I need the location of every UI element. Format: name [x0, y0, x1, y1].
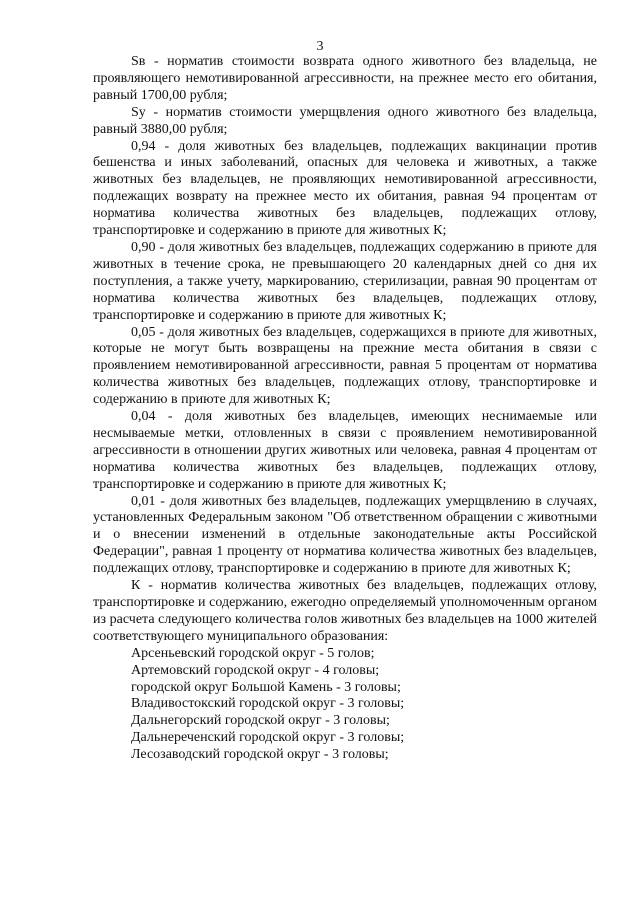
paragraph-k-norm: К - норматив количества животных без владельцев, подлежащих отлову, транспортировке и содержанию, ежегодно определяемый уполномоченным органом из расчета следующего количества голов животных без владельцев на 1000 жителей соответствующего муниципального образования:	[93, 578, 597, 644]
paragraph-share-001: 0,01 - доля животных без владельцев, подлежащих умерщвлению в случаях, установленных Федеральным законом "Об ответственном обращении с животными и о внесении изменений в отдельные законодательные акты Российской Федерации", равная 1 проценту от норматива количества животных без владельцев, подлежащих отлову, транспортировке и содержанию в приюте для животных К;	[93, 493, 597, 577]
district-list	[93, 646, 597, 764]
district-item: Арсеньевский городской округ - 5 голов;	[131, 645, 375, 661]
district-item: Владивостокский городской округ - 3 головы;	[131, 696, 405, 712]
paragraph-su-norm: Sу - норматив стоимости умерщвления одного животного без владельца, равный 3880,00 рубля;	[93, 104, 597, 137]
paragraph-share-004: 0,04 - доля животных без владельцев, имеющих неснимаемые или несмываемые метки, отловленных в связи с проявлением немотивированной агрессивности в отношении других животных или человека, равная 4 процентам от норматива количества животных без владельцев, подлежащих отлову, транспортировке и содержанию в приюте для животных К;	[93, 409, 597, 492]
page-number: 3	[316, 39, 324, 54]
district-item: Лесозаводский городской округ - 3 головы;	[131, 747, 389, 763]
paragraph-share-090: 0,90 - доля животных без владельцев, подлежащих содержанию в приюте для животных в течение срока, не превышающего 20 календарных дней со дня их поступления, а также учету, маркированию, стерилизации, равная 90 процентам от норматива количества животных без владельцев, подлежащих отлову, транспортировке и содержанию в приюте для животных К;	[93, 239, 597, 323]
paragraph-share-005: 0,05 - доля животных без владельцев, содержащихся в приюте для животных, которые не могут быть возвращены на прежние места обитания в связи с проявлением немотивированной агрессивности, равная 5 процентам от норматива количества животных без владельцев, подлежащих отлову, транспортировке и содержанию в приюте для животных К;	[93, 324, 597, 408]
district-item: Артемовский городской округ - 4 головы;	[131, 662, 380, 678]
paragraph-sv-norm: Sв - норматив стоимости возврата одного животного без владельца, не проявляющего немотивированной агрессивности, на прежнее место его обитания, равный 1700,00 рубля;	[93, 54, 597, 103]
district-item: Дальнегорский городской округ - 3 головы;	[131, 713, 390, 729]
document-body	[93, 54, 597, 764]
district-item: Дальнереченский городской округ - 3 головы;	[131, 730, 405, 746]
paragraph-share-094: 0,94 - доля животных без владельцев, подлежащих вакцинации против бешенства и иных заболеваний, опасных для человека и животных, а также животных без владельцев, не проявляющих немотивированной агрессивности, подлежащих возврату на прежнее место их обитания, равная 94 процентам от норматива количества животных без владельцев, подлежащих отлову, транспортировке и содержанию в приюте для животных К;	[93, 138, 597, 239]
district-item: городской округ Большой Камень - 3 головы;	[131, 679, 401, 695]
